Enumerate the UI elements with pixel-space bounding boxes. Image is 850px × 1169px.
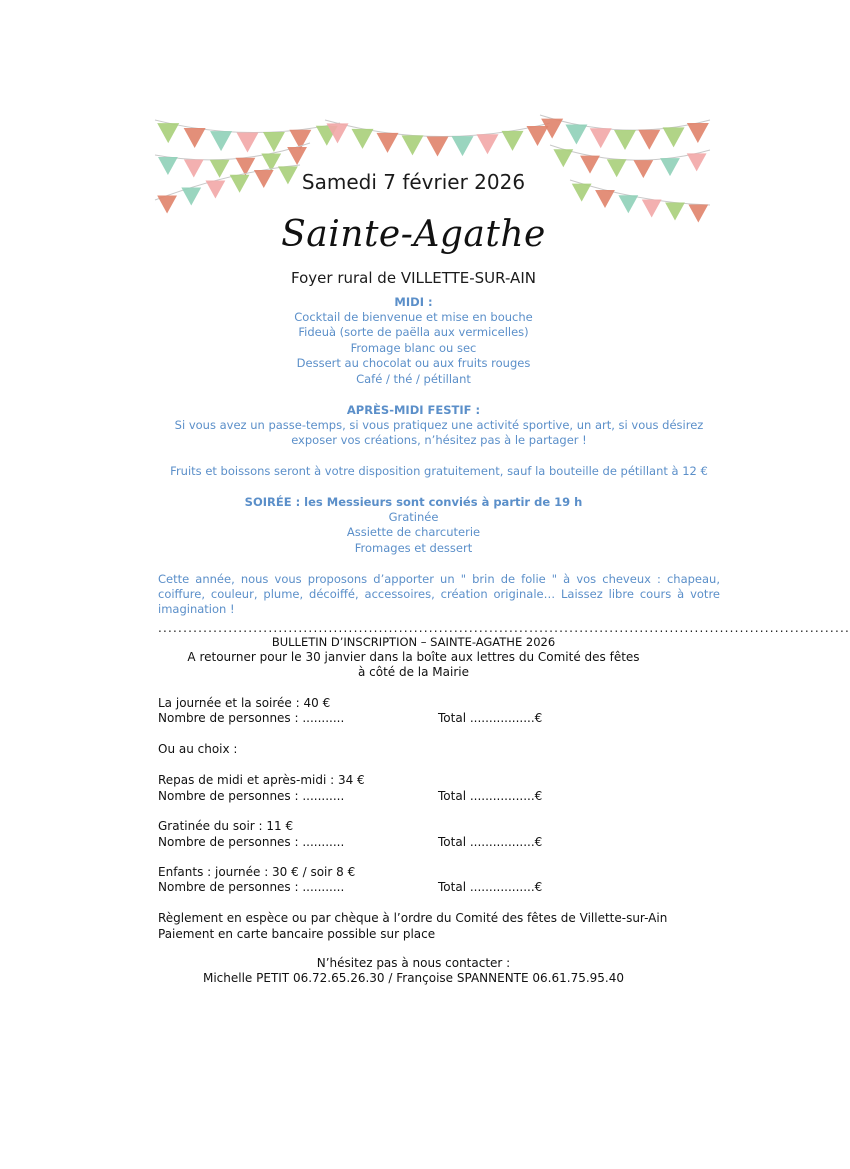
bunting-flag — [452, 136, 474, 156]
payment-note: Paiement en carte bancaire possible sur place — [158, 927, 436, 941]
bunting-flag — [157, 123, 179, 143]
or-choice-label: Ou au choix : — [158, 742, 238, 756]
total-field[interactable]: Total .................€ — [438, 789, 543, 803]
bunting-string — [155, 120, 340, 133]
bunting-flag — [184, 128, 206, 148]
bunting-flag — [289, 130, 311, 150]
drinks-note: Fruits et boissons seront à votre disposition gratuitement, sauf la bouteille de pétillant à 12 € — [170, 464, 708, 478]
bunting-flag — [237, 133, 259, 153]
persons-field[interactable]: Nombre de personnes : ........... — [158, 880, 345, 894]
folie-paragraph: Cette année, nous vous proposons d’apporter un " brin de folie " à vos cheveux : chapeau, coiffure, couleur, plume, décoiffé, accessoires, création originale… Laissez libre cours à votre imagination ! — [158, 572, 720, 616]
total-field[interactable]: Total .................€ — [438, 880, 543, 894]
bulletin-instruction: A retourner pour le 30 janvier dans la boîte aux lettres du Comité des fêtes — [187, 650, 640, 664]
soiree-item: Assiette de charcuterie — [346, 525, 481, 539]
event-date: Samedi 7 février 2026 — [301, 170, 526, 194]
option-label: La journée et la soirée : 40 € — [158, 696, 331, 710]
apres-midi-heading: APRÈS-MIDI FESTIF : — [346, 403, 481, 417]
midi-item: Fromage blanc ou sec — [350, 341, 477, 355]
bulletin-instruction: à côté de la Mairie — [357, 665, 470, 679]
bunting-flag — [352, 129, 374, 149]
total-field[interactable]: Total .................€ — [438, 835, 543, 849]
bunting-flag — [687, 153, 707, 171]
option-label: Gratinée du soir : 11 € — [158, 819, 294, 833]
total-field[interactable]: Total .................€ — [438, 711, 543, 725]
bunting-flag — [502, 131, 524, 151]
midi-heading: MIDI : — [394, 295, 433, 309]
apres-midi-text: Si vous avez un passe-temps, si vous pratiquez une activité sportive, un art, si vous désirez exposer vos créations, n’hésitez pas à le partager ! — [174, 418, 704, 447]
contact-details: Michelle PETIT 06.72.65.26.30 / Françoise SPANNENTE 06.61.75.95.40 — [202, 971, 625, 985]
soiree-item: Fromages et dessert — [354, 541, 473, 555]
midi-item: Dessert au chocolat ou aux fruits rouges — [296, 356, 531, 370]
bunting-flag — [477, 134, 499, 154]
midi-item: Café / thé / pétillant — [356, 372, 471, 386]
soiree-heading: SOIRÉE : les Messieurs sont conviés à partir de 19 h — [244, 495, 583, 509]
soiree-item: Gratinée — [388, 510, 439, 524]
bunting-flag — [527, 126, 549, 146]
persons-field[interactable]: Nombre de personnes : ........... — [158, 789, 345, 803]
bulletin-title: BULLETIN D’INSCRIPTION – SAINTE-AGATHE 2026 — [271, 635, 556, 649]
bunting-string — [155, 143, 310, 160]
midi-item: Fideuà (sorte de paëlla aux vermicelles) — [298, 325, 529, 339]
bunting-flag — [565, 124, 587, 144]
bunting-flag — [590, 128, 612, 148]
bunting-string — [550, 145, 710, 160]
option-label: Enfants : journée : 30 € / soir 8 € — [158, 865, 356, 879]
bunting-flag — [402, 135, 424, 155]
bunting-flag — [210, 131, 232, 151]
bunting-string — [540, 115, 710, 130]
bunting-flag — [618, 195, 638, 213]
midi-item: Cocktail de bienvenue et mise en bouche — [294, 310, 533, 324]
bunting-flag — [687, 123, 709, 143]
bunting-flag — [157, 196, 177, 214]
payment-note: Règlement en espèce ou par chèque à l’ordre du Comité des fêtes de Villette-sur-Ain — [158, 911, 668, 925]
venue: Foyer rural de VILLETTE-SUR-AIN — [291, 269, 536, 287]
bunting-flag — [377, 133, 399, 153]
contact-heading: N’hésitez pas à nous contacter : — [316, 956, 511, 970]
bunting-flag — [553, 149, 573, 167]
bunting-flag — [427, 137, 449, 157]
bunting-flag — [663, 127, 685, 147]
option-label: Repas de midi et après-midi : 34 € — [158, 773, 365, 787]
cut-line-separator: .......................................................................................................................................... — [158, 621, 850, 635]
persons-field[interactable]: Nombre de personnes : ........... — [158, 711, 345, 725]
bunting-flag — [614, 130, 636, 150]
bunting-flag — [263, 132, 285, 152]
persons-field[interactable]: Nombre de personnes : ........... — [158, 835, 345, 849]
bunting-flag — [287, 147, 307, 165]
event-title: Sainte-Agathe — [281, 214, 546, 255]
bunting-flag — [638, 130, 660, 150]
